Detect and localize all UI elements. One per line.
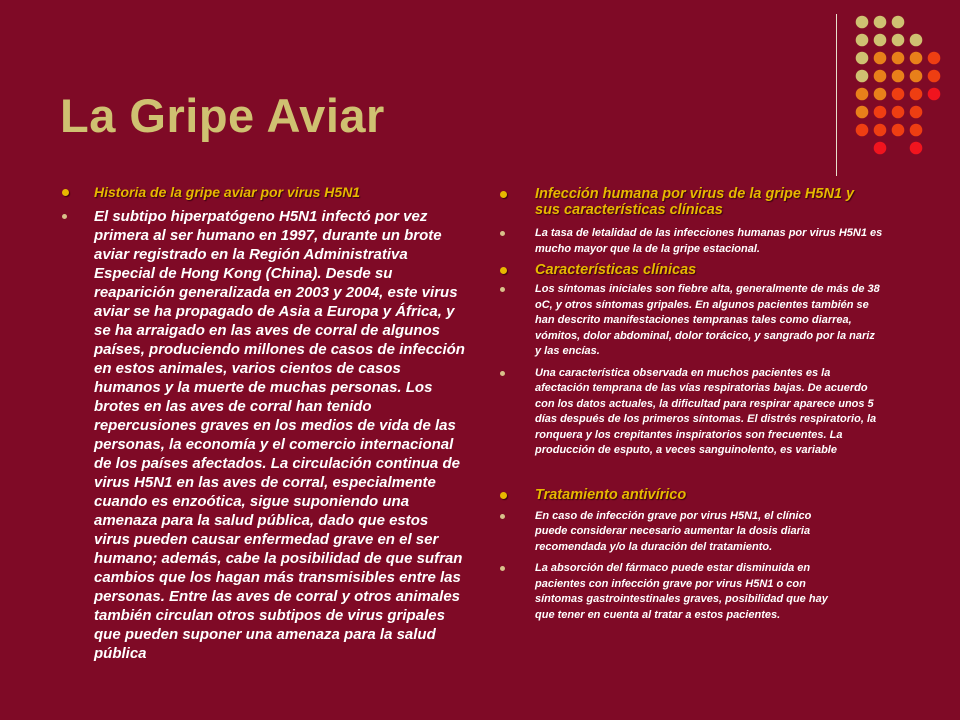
absorption-paragraph bbox=[498, 561, 835, 623]
right-column bbox=[498, 186, 883, 623]
symptoms-paragraph-text: Los síntomas iniciales son fiebre alta, generalmente de más de 38 oC, y otros síntomas gripales. En algunos pacientes también se han descrito manifestaciones tempranas tales como diarrea, vómitos, dolor abdominal, dolor torácico, y sangrado por la nariz y las encías. bbox=[535, 283, 880, 357]
bullet-icon bbox=[500, 371, 505, 376]
history-heading bbox=[60, 184, 468, 201]
bullet-icon bbox=[500, 566, 505, 571]
dot-grid-row-5 bbox=[856, 88, 941, 101]
infection-heading bbox=[498, 186, 883, 218]
clinical-heading bbox=[498, 262, 883, 278]
history-paragraph-text: El subtipo hiperpatógeno H5N1 infectó por vez primera al ser humano en 1997, durante un brote aviar registrado en la Región Administrativa Especial de Hong Kong (China). Desde su reaparición generalizada en 2003 y 2004, este virus aviar se ha propagado de Asia a Europa y África, y se ha arraigado en las aves de corral de algunos países, produciendo millones de casos de infección en estos animales, varios cientos de casos humanos y la muerte de muchas personas. Los brotes en las aves de corral han tenido repercusiones graves en los medios de vida de las personas, la economía y el comercio internacional de los países afectados. La circulación continua de virus H5N1 en las aves de corral, especialmente cuando es enzoótica, sigue suponiendo una amenaza para la salud pública, dado que estos virus pueden causar enfermedad grave en el ser humano; además, cabe la posibilidad de que sufran cambios que los hagan más transmisibles entre las personas. Entre las aves de corral y otros animales también circulan otros subtipos de virus gripales que pueden suponer una amenaza para la salud pública bbox=[94, 208, 465, 662]
dosage-paragraph bbox=[498, 509, 835, 556]
treatment-heading-text: Tratamiento antivírico bbox=[535, 486, 687, 503]
lethality-paragraph-text: La tasa de letalidad de las infecciones humanas por virus H5N1 es mucho mayor que la de la gripe estacional. bbox=[535, 227, 883, 255]
left-column bbox=[60, 184, 468, 663]
bullet-icon bbox=[500, 514, 505, 519]
absorption-paragraph-text: La absorción del fármaco puede estar disminuida en pacientes con infección grave por virus H5N1 o con síntomas gastrointestinales graves, posibilidad que hay que tener en cuenta al tratar a estos pacientes. bbox=[535, 562, 828, 621]
bullet-icon bbox=[500, 492, 507, 499]
symptoms-paragraph bbox=[498, 282, 883, 360]
dot-grid-row-8 bbox=[874, 142, 923, 155]
history-paragraph bbox=[60, 207, 468, 663]
dot-grid-row-6 bbox=[856, 106, 923, 119]
bullet-icon bbox=[62, 189, 69, 196]
bullet-icon bbox=[500, 191, 507, 198]
respiratory-paragraph bbox=[498, 366, 883, 459]
dot-grid-row-2 bbox=[856, 34, 923, 47]
lethality-paragraph bbox=[498, 226, 883, 257]
bullet-icon bbox=[500, 267, 507, 274]
dosage-paragraph-text: En caso de infección grave por virus H5N1, el clínico puede considerar necesario aumentar la dosis diaria recomendada y/o la duración del tratamiento. bbox=[535, 509, 812, 553]
dot-grid-row-1 bbox=[856, 16, 905, 29]
dot-grid-row-3 bbox=[856, 52, 941, 65]
treatment-heading bbox=[498, 487, 883, 503]
respiratory-paragraph-text: Una característica observada en muchos pacientes es la afectación temprana de las vías respiratorias bajas. De acuerdo con los datos actuales, la dificultad para respirar aparece unos 5 días después de los primeros síntomas. El distrés respiratorio, la ronquera y los crepitantes inspiratorios son frecuentes. La producción de esputo, a veces sanguinolento, es variable bbox=[535, 366, 877, 456]
dot-grid-row-4 bbox=[856, 70, 941, 83]
slide-title: La Gripe Aviar bbox=[60, 89, 385, 142]
divider-line bbox=[836, 14, 837, 176]
history-heading-text: Historia de la gripe aviar por virus H5N1 bbox=[94, 184, 361, 200]
infection-heading-text: Infección humana por virus de la gripe H5N1 y sus características clínicas bbox=[535, 186, 855, 218]
clinical-heading-text: Características clínicas bbox=[535, 262, 697, 278]
bullet-icon bbox=[500, 231, 505, 236]
dot-grid-row-7 bbox=[856, 124, 923, 137]
bullet-icon bbox=[500, 287, 505, 292]
bullet-icon bbox=[62, 214, 67, 219]
